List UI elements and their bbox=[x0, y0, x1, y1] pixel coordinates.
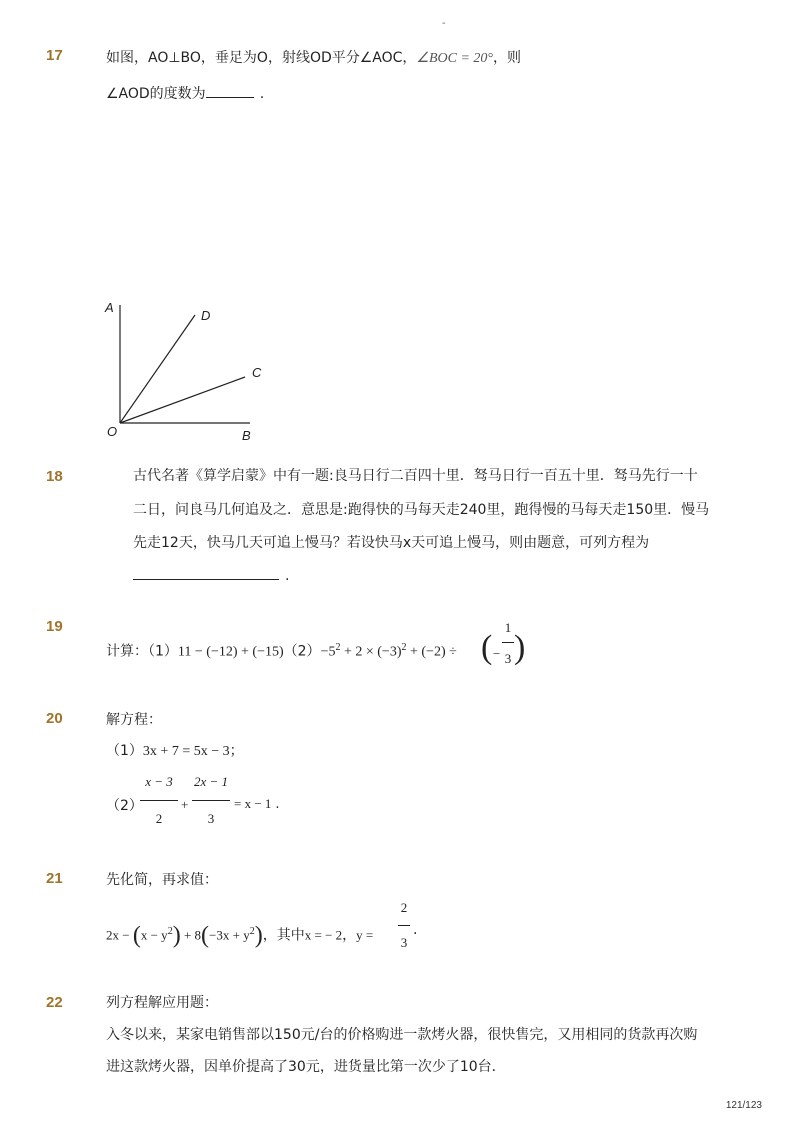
q19-part2-exp-a: 2 bbox=[335, 642, 341, 653]
q21-paren-close-2: ) bbox=[254, 922, 263, 949]
ray-od bbox=[120, 315, 195, 423]
q19-left-paren: ( bbox=[481, 629, 493, 666]
q19-fraction bbox=[502, 620, 514, 667]
label-b: B bbox=[242, 428, 251, 443]
q17-line1 bbox=[106, 48, 521, 69]
label-o: O bbox=[107, 424, 118, 439]
q21-paren-open-2: ( bbox=[201, 922, 210, 949]
q20-eq1 bbox=[106, 741, 244, 762]
q17-answer-blank[interactable] bbox=[206, 97, 254, 98]
q18-line1: 古代名著《算学启蒙》中有一题:良马日行二百四十里．驽马日行一百五十里．驽马先行一十 bbox=[133, 468, 698, 484]
label-d: D bbox=[201, 308, 211, 323]
q22-line1: 入冬以来，某家电销售部以150元/台的价格购进一款烤火器，很快售完，又用相同的货款再次购 bbox=[106, 1027, 698, 1043]
question-number-22: 22 bbox=[46, 994, 63, 1011]
q20-frac2 bbox=[192, 774, 230, 827]
q20-frac1-den: 2 bbox=[155, 811, 163, 826]
q20-eq2-rhs-wrap bbox=[234, 796, 280, 812]
q20-frac2-bar bbox=[192, 800, 230, 801]
q19-part2-label: （2） bbox=[283, 643, 321, 660]
q20-eq1-label: （1） bbox=[106, 743, 143, 759]
question-number-18: 18 bbox=[46, 468, 63, 485]
q21-y-bar bbox=[398, 925, 410, 926]
q19-part2-b: + 2 × (−3) bbox=[340, 644, 402, 660]
q19-frac-bar bbox=[502, 642, 514, 643]
q19-part2-exp-b: 2 bbox=[401, 642, 407, 653]
q21-y-num: 2 bbox=[400, 900, 408, 915]
q21-expr-d-exp: 2 bbox=[249, 926, 255, 937]
q21-expr-d: −3x + y bbox=[209, 927, 250, 943]
q20-plus: + bbox=[181, 797, 189, 812]
q20-frac1 bbox=[140, 774, 178, 827]
q17-line2-end: . bbox=[259, 86, 265, 102]
q19-part2-c: + (−2) ÷ bbox=[406, 644, 457, 660]
q21-comma: ， bbox=[342, 927, 357, 944]
q17-angle-boc: ∠BOC = 20° bbox=[416, 51, 494, 66]
q19-frac-den: 3 bbox=[504, 651, 512, 666]
q22-title: 列方程解应用题： bbox=[106, 995, 218, 1011]
ray-oc bbox=[120, 377, 245, 423]
q17-line1-end: ，则 bbox=[493, 50, 522, 66]
question-number-19: 19 bbox=[46, 618, 63, 635]
q21-expr-a: 2x − bbox=[106, 927, 133, 943]
q21-y-lhs: y = bbox=[356, 927, 374, 943]
q17-line2-text: ∠AOD的度数为 bbox=[106, 86, 206, 102]
q20-eq2-label: （2） bbox=[106, 798, 143, 814]
q19-part1-label: （1） bbox=[148, 643, 178, 660]
q19-right-paren: ) bbox=[514, 629, 526, 666]
q19-frac-sign: − bbox=[493, 646, 501, 661]
q20-frac2-den: 3 bbox=[207, 811, 215, 826]
q20-eq2-rhs: = x − 1 bbox=[234, 796, 272, 811]
q18-answer-blank[interactable] bbox=[133, 579, 279, 580]
q21-title: 先化简，再求值： bbox=[106, 872, 218, 888]
q21-paren-open-1: ( bbox=[132, 922, 141, 949]
label-a: A bbox=[105, 300, 114, 315]
q20-frac1-num: x − 3 bbox=[145, 774, 173, 789]
q19-part2-a: −5 bbox=[320, 644, 336, 660]
q19-part1-expr: 11 − (−12) + (−15) bbox=[177, 644, 284, 660]
q21-y-den: 3 bbox=[400, 935, 408, 950]
q17-line1-text: 如图，AO⊥BO，垂足为O，射线OD平分∠AOC， bbox=[106, 50, 417, 66]
question-number-17: 17 bbox=[46, 47, 63, 64]
q20-eq1-end: ； bbox=[229, 743, 244, 759]
q20-eq1-expr: 3x + 7 = 5x − 3 bbox=[142, 744, 230, 759]
label-c: C bbox=[252, 365, 262, 380]
q21-expr-b: x − y bbox=[140, 927, 168, 943]
q18-line4-end: . bbox=[285, 568, 290, 584]
header-mark: - bbox=[442, 18, 446, 29]
q17-angle-figure bbox=[95, 295, 275, 450]
page-number: 121/123 bbox=[725, 1100, 762, 1111]
q21-expr-b-exp: 2 bbox=[167, 926, 173, 937]
q21-x-value: x = − 2 bbox=[304, 927, 343, 943]
q21-expression bbox=[106, 922, 374, 949]
question-number-21: 21 bbox=[46, 870, 63, 887]
q20-title: 解方程： bbox=[106, 712, 162, 728]
q20-frac2-num: 2x − 1 bbox=[193, 774, 229, 789]
q22-line2: 进这款烤火器，因单价提高了30元，进货量比第一次少了10台． bbox=[106, 1059, 506, 1075]
q19-expression bbox=[106, 638, 457, 663]
q21-end: . bbox=[413, 922, 418, 938]
q21-paren-close-1: ) bbox=[172, 922, 181, 949]
q18-line2: 二日，问良马几何追及之．意思是:跑得快的马每天走240里，跑得慢的马每天走150里．慢马 bbox=[133, 502, 710, 518]
q19-prefix: 计算： bbox=[106, 643, 148, 660]
q20-frac1-bar bbox=[140, 800, 178, 801]
q21-y-fraction bbox=[398, 900, 410, 951]
q18-line4 bbox=[133, 566, 289, 586]
q20-eq2-end: . bbox=[275, 797, 280, 812]
q18-line3: 先走12天，快马几天可追上慢马？若设快马x天可追上慢马，则由题意，可列方程为 bbox=[133, 535, 650, 551]
q21-where: ，其中 bbox=[262, 927, 305, 944]
q17-line2 bbox=[106, 84, 264, 104]
q19-frac-num: 1 bbox=[504, 620, 512, 635]
q21-expr-c: + 8 bbox=[180, 927, 202, 943]
question-number-20: 20 bbox=[46, 710, 63, 727]
